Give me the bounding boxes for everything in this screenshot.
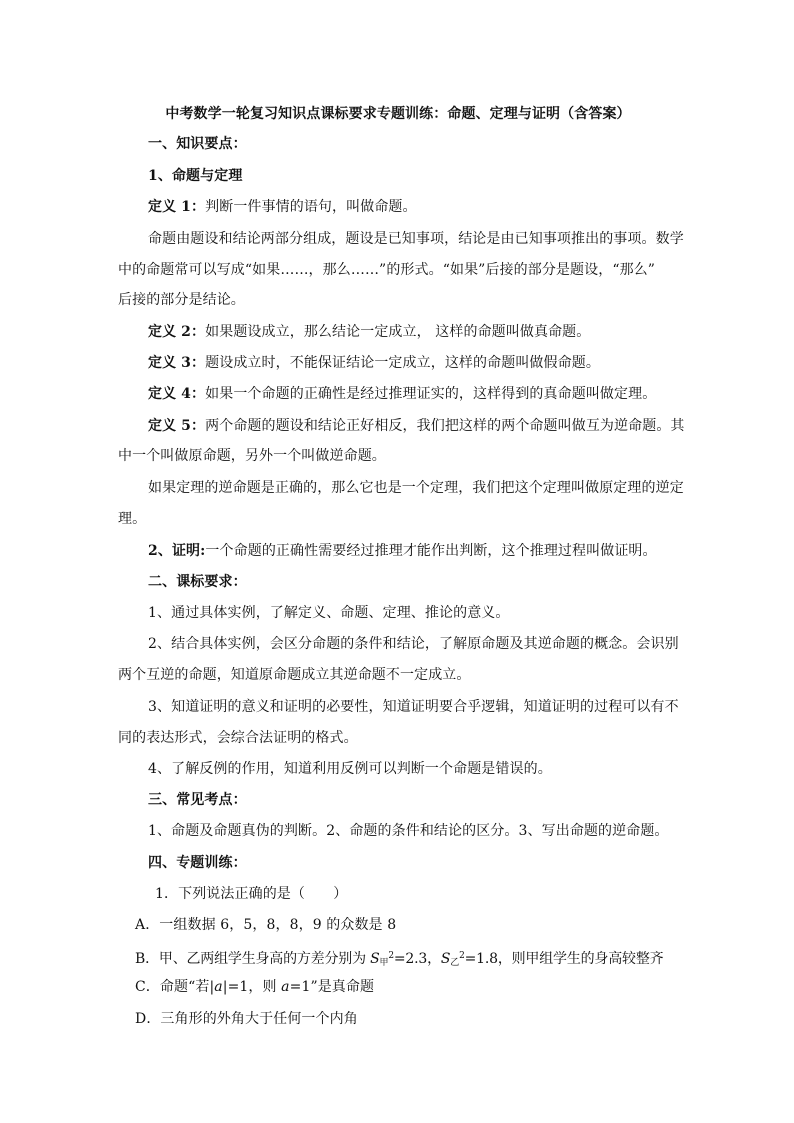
section-heading-training: 四、专题训练： [148, 855, 247, 871]
option-c-suffix: =1”是真命题 [289, 979, 375, 995]
definition-label: 定义 4： [148, 386, 206, 402]
definition-text: 题设成立时，不能保证结论一定成立，这样的命题叫做假命题。 [205, 355, 600, 371]
requirement-2-line-2: 两个互逆的命题，知道原命题成立其逆命题不一定成立。 [118, 667, 471, 683]
requirement-1: 1、通过具体实例，了解定义、命题、定理、推论的意义。 [148, 605, 510, 621]
paragraph-1-line-3: 后接的部分是结论。 [118, 292, 245, 308]
subsection-heading-propositions: 1、命题与定理 [148, 168, 243, 184]
variance-subscript-yi: 乙 [450, 958, 460, 968]
variable-a: a [281, 979, 290, 995]
definition-label: 定义 2： [148, 324, 206, 340]
question-1-option-c [135, 977, 680, 997]
section-heading-exam-points: 三、常见考点： [148, 792, 247, 808]
definition-text: 如果一个命题的正确性是经过推理证实的，这样得到的真命题叫做定理。 [205, 386, 657, 402]
exam-points: 1、命题及命题真伪的判断。2、命题的条件和结论的区分。3、写出命题的逆命题。 [148, 823, 669, 839]
definition-5 [148, 416, 685, 436]
definition-label: 定义 3： [148, 355, 206, 371]
option-b-suffix: =1.8，则甲组学生的身高较整齐 [464, 951, 664, 967]
requirement-3-line-1: 3、知道证明的意义和证明的必要性，知道证明要合乎逻辑，知道证明的过程可以有不 [148, 699, 679, 715]
definition-label: 定义 5： [148, 418, 206, 434]
requirement-4: 4、了解反例的作用，知道利用反例可以判断一个命题是错误的。 [148, 761, 552, 777]
definition-4 [148, 384, 678, 404]
definition-3 [148, 353, 678, 373]
variable-a: a [214, 979, 223, 995]
paragraph-2-line-2: 理。 [118, 511, 147, 527]
definition-text: 判断一件事情的语句，叫做命题。 [205, 199, 417, 215]
option-b-prefix: B．甲、乙两组学生身高的方差分别为 [135, 951, 371, 967]
variance-symbol: S [440, 951, 451, 967]
question-1-option-b [135, 946, 680, 973]
paragraph-1-line-2: 中的命题常可以写成“如果……，那么……”的形式。“如果”后接的部分是题设，“那么” [118, 262, 656, 278]
proof-text: 一个命题的正确性需要经过推理才能作出判断，这个推理过程叫做证明。 [205, 543, 657, 559]
section-heading-requirements: 二、课标要求： [148, 574, 247, 590]
definition-text: 如果题设成立，那么结论一定成立， 这样的命题叫做真命题。 [205, 324, 591, 340]
variance-subscript-jia: 甲 [379, 958, 389, 968]
option-c-middle: |=1，则 [222, 979, 282, 995]
question-1-option-d: D．三角形的外角大于任何一个内角 [135, 1011, 358, 1027]
paragraph-1-line-1: 命题由题设和结论两部分组成，题设是已知事项，结论是由已知事项推出的事项。数学 [148, 231, 684, 247]
proof-label: 2、证明: [148, 543, 206, 559]
variance-superscript: 2 [459, 951, 465, 961]
option-b-middle: =2.3， [393, 951, 441, 967]
definition-5-line-2: 中一个叫做原命题，另外一个叫做逆命题。 [118, 448, 386, 464]
requirement-2-line-1: 2、结合具体实例，会区分命题的条件和结论，了解原命题及其逆命题的概念。会识别 [148, 636, 679, 652]
variance-superscript: 2 [388, 951, 394, 961]
definition-2 [148, 322, 678, 342]
definition-1 [148, 197, 678, 217]
document-title: 中考数学一轮复习知识点课标要求专题训练：命题、定理与证明（含答案） [165, 106, 631, 122]
requirement-3-line-2: 同的表达形式，会综合法证明的格式。 [118, 730, 358, 746]
variance-symbol: S [370, 951, 380, 967]
question-1-stem: 1．下列说法正确的是（ ） [155, 886, 348, 902]
proof-definition [148, 541, 678, 561]
section-heading-knowledge: 一、知识要点： [148, 136, 247, 152]
definition-text: 两个命题的题设和结论正好相反，我们把这样的两个命题叫做互为逆命题。其 [205, 418, 685, 434]
option-c-prefix: C．命题“若| [135, 979, 215, 995]
question-1-option-a: A．一组数据 6，5，8，8，9 的众数是 8 [135, 917, 397, 933]
definition-label: 定义 1： [148, 199, 206, 215]
paragraph-2-line-1: 如果定理的逆命题是正确的，那么它也是一个定理，我们把这个定理叫做原定理的逆定 [148, 480, 684, 496]
